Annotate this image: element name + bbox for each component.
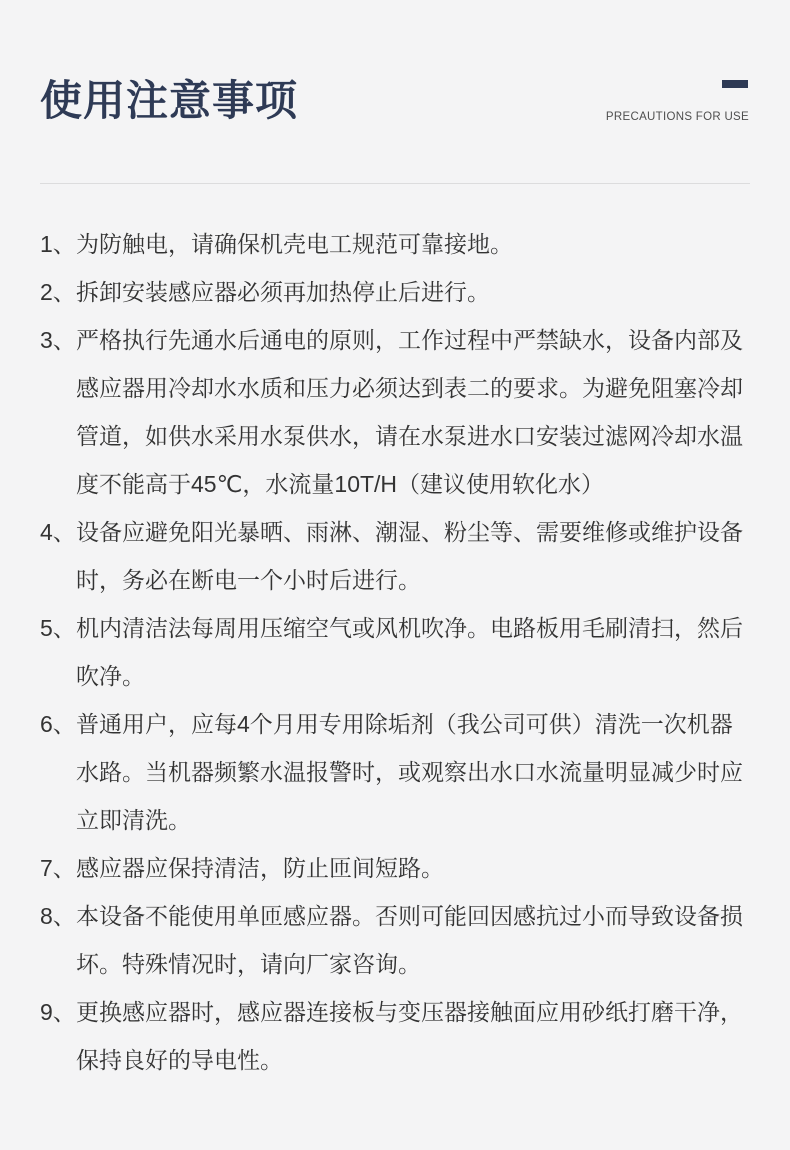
item-text: 感应器应保持清洁，防止匝间短路。: [76, 855, 444, 881]
item-number: 6、: [40, 711, 76, 737]
item-text: 设备应避免阳光暴晒、雨淋、潮湿、粉尘等、需要维修或维护设备时，务必在断电一个小时后进行。: [76, 519, 743, 593]
list-item: [40, 700, 748, 844]
item-text: 本设备不能使用单匝感应器。否则可能回因感抗过小而导致设备损坏。特殊情况时，请向厂家咨询。: [76, 903, 743, 977]
list-item: [40, 604, 748, 700]
item-text: 严格执行先通水后通电的原则，工作过程中严禁缺水，设备内部及感应器用冷却水水质和压力必须达到表二的要求。为避免阻塞冷却管道，如供水采用水泵供水，请在水泵进水口安装过滤网冷却水温度不能高于45℃，水流量10T/H（建议使用软化水）: [76, 327, 743, 497]
list-item: [40, 220, 748, 268]
item-number: 5、: [40, 615, 76, 641]
list-item: [40, 892, 748, 988]
page-subtitle: PRECAUTIONS FOR USE: [605, 111, 749, 123]
item-number: 4、: [40, 519, 76, 545]
item-number: 2、: [40, 279, 76, 305]
item-text: 为防触电，请确保机壳电工规范可靠接地。: [76, 231, 513, 257]
list-item: [40, 844, 748, 892]
list-item: [40, 508, 748, 604]
list-item: [40, 988, 748, 1084]
item-text: 机内清洁法每周用压缩空气或风机吹净。电路板用毛刷清扫，然后吹净。: [76, 615, 743, 689]
item-number: 3、: [40, 327, 76, 353]
divider: [40, 183, 750, 184]
precaution-list: [40, 220, 748, 1084]
item-number: 8、: [40, 903, 76, 929]
item-number: 9、: [40, 999, 76, 1025]
accent-dash: [722, 80, 748, 88]
list-item: [40, 316, 748, 508]
list-item: [40, 268, 748, 316]
item-text: 普通用户，应每4个月用专用除垢剂（我公司可供）清洗一次机器水路。当机器频繁水温报警时，或观察出水口水流量明显减少时应立即清洗。: [76, 711, 743, 833]
item-text: 拆卸安装感应器必须再加热停止后进行。: [76, 279, 490, 305]
page-title: 使用注意事项: [40, 77, 299, 124]
item-text: 更换感应器时，感应器连接板与变压器接触面应用砂纸打磨干净，保持良好的导电性。: [76, 999, 743, 1073]
item-number: 7、: [40, 855, 76, 881]
item-number: 1、: [40, 231, 76, 257]
